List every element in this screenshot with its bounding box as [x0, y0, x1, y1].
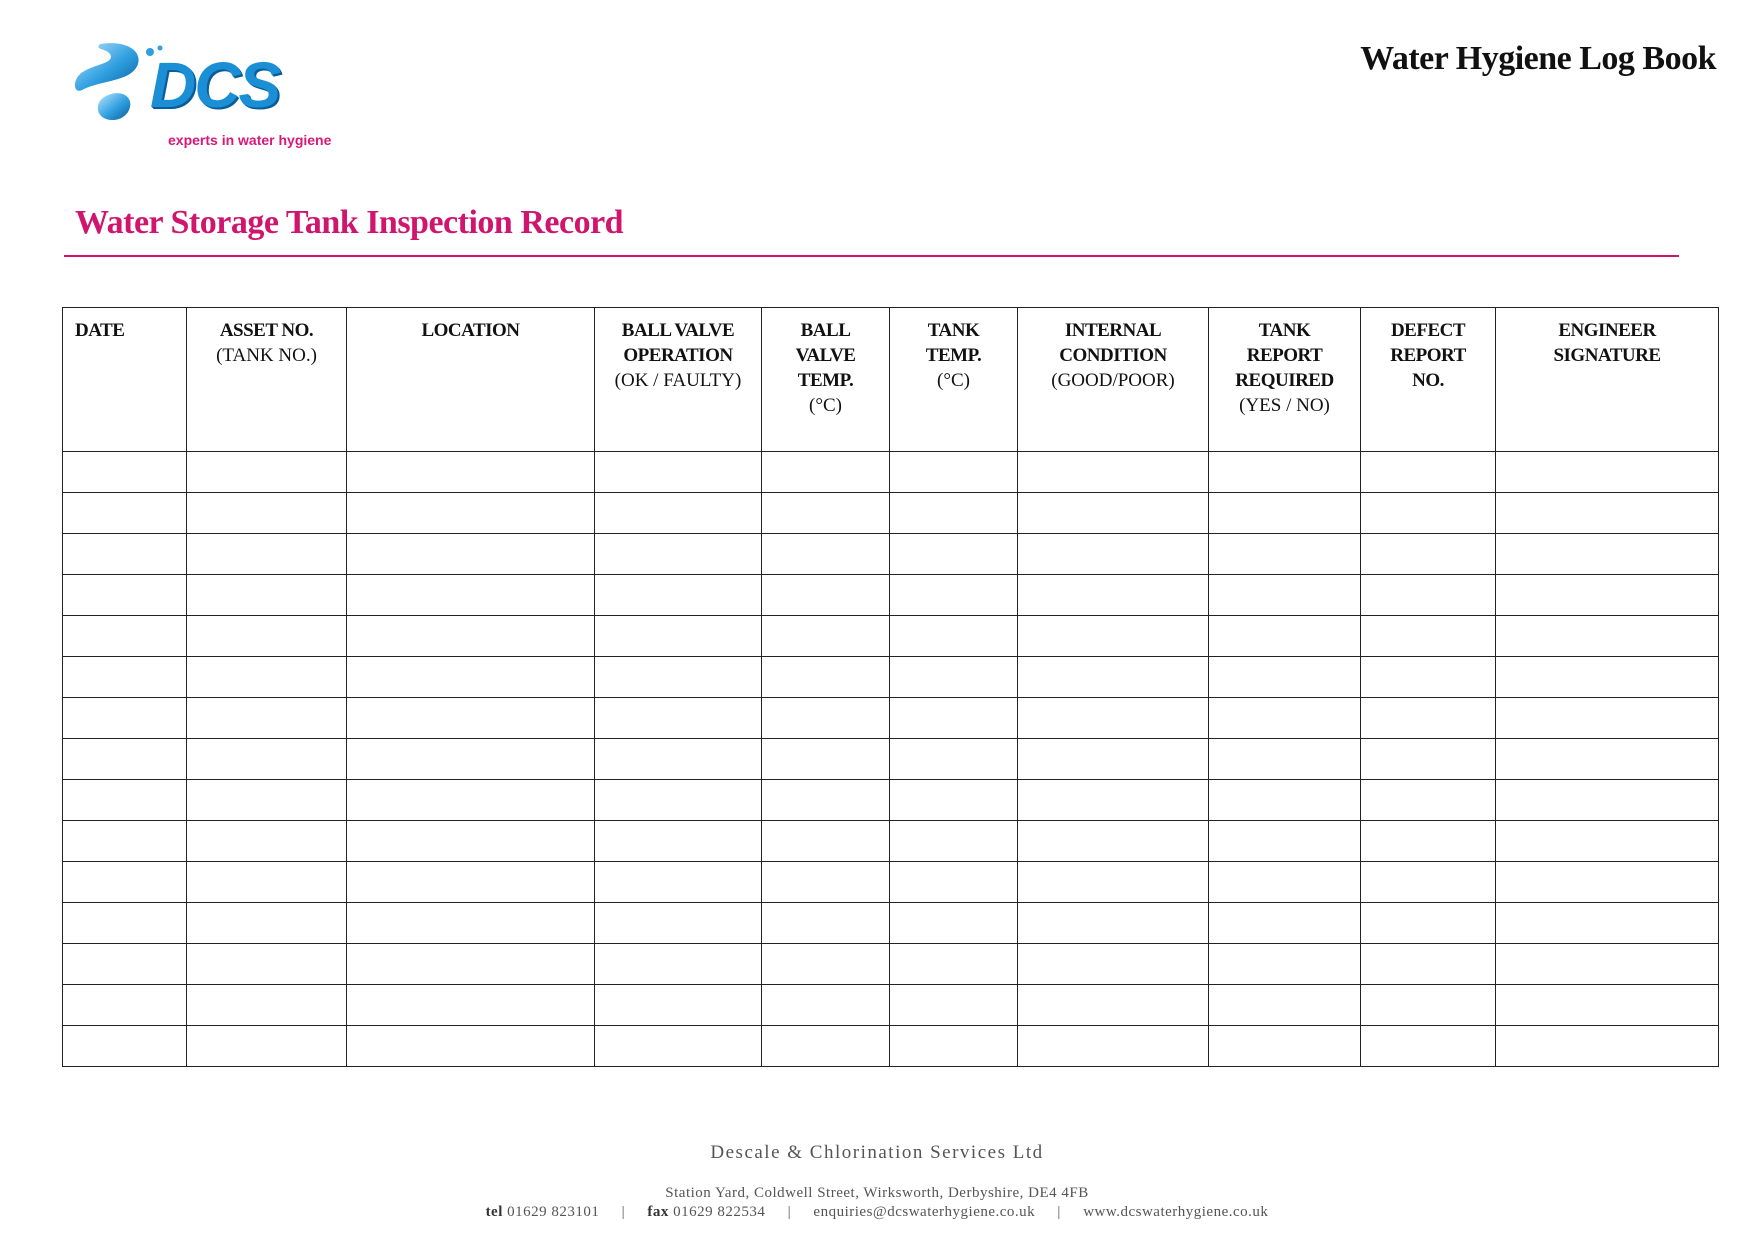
- entry-cell-defect[interactable]: [1361, 698, 1496, 739]
- entry-cell-ballvalve[interactable]: [595, 616, 762, 657]
- entry-cell-report[interactable]: [1209, 493, 1361, 534]
- column-header-label: BALL VALVE: [621, 320, 735, 341]
- entry-cell-defect[interactable]: [1361, 1026, 1496, 1067]
- table-row: [63, 452, 1719, 493]
- entry-cell-location[interactable]: [347, 452, 595, 493]
- column-header-label: ASSET NO.: [219, 320, 314, 341]
- column-header-label: TEMP.: [797, 370, 854, 391]
- entry-cell-asset[interactable]: [187, 616, 347, 657]
- entry-cell-location[interactable]: [347, 821, 595, 862]
- column-header-engineer: [1496, 308, 1719, 452]
- table-row: [63, 903, 1719, 944]
- entry-cell-defect[interactable]: [1361, 493, 1496, 534]
- entry-cell-internal[interactable]: [1018, 493, 1209, 534]
- entry-cell-defect[interactable]: [1361, 616, 1496, 657]
- entry-cell-engineer[interactable]: [1496, 985, 1719, 1026]
- entry-cell-bvtemp[interactable]: [762, 575, 890, 616]
- logo-tagline: experts in water hygiene: [168, 132, 332, 148]
- fax-label: fax: [647, 1204, 669, 1220]
- entry-cell-asset[interactable]: [187, 985, 347, 1026]
- column-header-date: [63, 308, 187, 452]
- entry-cell-bvtemp[interactable]: [762, 862, 890, 903]
- entry-cell-defect[interactable]: [1361, 903, 1496, 944]
- entry-cell-internal[interactable]: [1018, 534, 1209, 575]
- inspection-record-table: [62, 307, 1719, 1067]
- entry-cell-asset[interactable]: [187, 862, 347, 903]
- table-row: [63, 493, 1719, 534]
- table-row: [63, 616, 1719, 657]
- entry-cell-date[interactable]: [63, 1026, 187, 1067]
- column-header-label: REQUIRED: [1235, 370, 1334, 391]
- table-row: [63, 944, 1719, 985]
- entry-cell-internal[interactable]: [1018, 698, 1209, 739]
- table-row: [63, 739, 1719, 780]
- entry-cell-ballvalve[interactable]: [595, 698, 762, 739]
- entry-cell-report[interactable]: [1209, 452, 1361, 493]
- column-header-label: VALVE: [795, 345, 856, 366]
- entry-cell-internal[interactable]: [1018, 821, 1209, 862]
- email-link[interactable]: enquiries@dcswaterhygiene.co.uk: [813, 1204, 1036, 1220]
- entry-cell-location[interactable]: [347, 780, 595, 821]
- entry-cell-location[interactable]: [347, 698, 595, 739]
- tel-number: 01629 823101: [507, 1204, 600, 1220]
- column-header-defect: [1361, 308, 1496, 452]
- entry-cell-internal[interactable]: [1018, 657, 1209, 698]
- entry-cell-bvtemp[interactable]: [762, 780, 890, 821]
- entry-cell-asset[interactable]: [187, 575, 347, 616]
- column-header-label: INTERNAL: [1064, 320, 1162, 341]
- column-header-label: ENGINEER: [1558, 320, 1656, 341]
- entry-cell-bvtemp[interactable]: [762, 1026, 890, 1067]
- entry-cell-ballvalve[interactable]: [595, 657, 762, 698]
- entry-cell-engineer[interactable]: [1496, 493, 1719, 534]
- fax-number: 01629 822534: [673, 1204, 766, 1220]
- entry-cell-report[interactable]: [1209, 780, 1361, 821]
- entry-cell-asset[interactable]: [187, 739, 347, 780]
- entry-cell-ballvalve[interactable]: [595, 985, 762, 1026]
- column-header-label: BALL: [800, 320, 851, 341]
- entry-cell-asset[interactable]: [187, 780, 347, 821]
- entry-cell-report[interactable]: [1209, 944, 1361, 985]
- entry-cell-ballvalve[interactable]: [595, 493, 762, 534]
- table-row: [63, 985, 1719, 1026]
- entry-cell-bvtemp[interactable]: [762, 616, 890, 657]
- entry-cell-tanktemp[interactable]: [890, 493, 1018, 534]
- entry-cell-bvtemp[interactable]: [762, 698, 890, 739]
- entry-cell-location[interactable]: [347, 985, 595, 1026]
- column-header-ballvalve: [595, 308, 762, 452]
- column-header-report: [1209, 308, 1361, 452]
- entry-cell-ballvalve[interactable]: [595, 1026, 762, 1067]
- entry-cell-bvtemp[interactable]: [762, 452, 890, 493]
- entry-cell-location[interactable]: [347, 739, 595, 780]
- entry-cell-report[interactable]: [1209, 903, 1361, 944]
- column-header-label: DATE: [75, 320, 125, 341]
- entry-cell-report[interactable]: [1209, 985, 1361, 1026]
- entry-cell-defect[interactable]: [1361, 657, 1496, 698]
- entry-cell-location[interactable]: [347, 616, 595, 657]
- entry-cell-location[interactable]: [347, 1026, 595, 1067]
- entry-cell-internal[interactable]: [1018, 452, 1209, 493]
- entry-cell-location[interactable]: [347, 657, 595, 698]
- entry-cell-asset[interactable]: [187, 1026, 347, 1067]
- entry-cell-internal[interactable]: [1018, 1026, 1209, 1067]
- entry-cell-internal[interactable]: [1018, 862, 1209, 903]
- entry-cell-defect[interactable]: [1361, 780, 1496, 821]
- entry-cell-engineer[interactable]: [1496, 944, 1719, 985]
- entry-cell-internal[interactable]: [1018, 903, 1209, 944]
- entry-cell-tanktemp[interactable]: [890, 698, 1018, 739]
- entry-cell-internal[interactable]: [1018, 739, 1209, 780]
- entry-cell-bvtemp[interactable]: [762, 493, 890, 534]
- separator: |: [1057, 1204, 1061, 1220]
- footer-company-name: Descale & Chlorination Services Ltd: [710, 1142, 1044, 1163]
- footer-contacts: [0, 1204, 1754, 1221]
- entry-cell-asset[interactable]: [187, 452, 347, 493]
- entry-cell-bvtemp[interactable]: [762, 821, 890, 862]
- website-link[interactable]: www.dcswaterhygiene.co.uk: [1083, 1204, 1269, 1220]
- entry-cell-report[interactable]: [1209, 1026, 1361, 1067]
- entry-cell-defect[interactable]: [1361, 534, 1496, 575]
- entry-cell-bvtemp[interactable]: [762, 903, 890, 944]
- entry-cell-engineer[interactable]: [1496, 821, 1719, 862]
- entry-cell-tanktemp[interactable]: [890, 821, 1018, 862]
- table-row: [63, 821, 1719, 862]
- entry-cell-internal[interactable]: [1018, 616, 1209, 657]
- entry-cell-date[interactable]: [63, 821, 187, 862]
- entry-cell-report[interactable]: [1209, 534, 1361, 575]
- entry-cell-tanktemp[interactable]: [890, 903, 1018, 944]
- entry-cell-bvtemp[interactable]: [762, 534, 890, 575]
- entry-cell-date[interactable]: [63, 534, 187, 575]
- entry-cell-location[interactable]: [347, 862, 595, 903]
- entry-cell-report[interactable]: [1209, 575, 1361, 616]
- logo-wordmark: DCS: [150, 49, 280, 121]
- entry-cell-ballvalve[interactable]: [595, 534, 762, 575]
- entry-cell-engineer[interactable]: [1496, 780, 1719, 821]
- column-header-label: SIGNATURE: [1553, 345, 1661, 366]
- column-header-asset: [187, 308, 347, 452]
- column-header-label: REPORT: [1246, 345, 1323, 366]
- entry-cell-report[interactable]: [1209, 657, 1361, 698]
- entry-cell-bvtemp[interactable]: [762, 985, 890, 1026]
- tel-label: tel: [485, 1204, 503, 1220]
- column-header-sublabel: (TANK NO.): [216, 345, 317, 366]
- table-row: [63, 698, 1719, 739]
- entry-cell-report[interactable]: [1209, 616, 1361, 657]
- entry-cell-tanktemp[interactable]: [890, 1026, 1018, 1067]
- entry-cell-engineer[interactable]: [1496, 657, 1719, 698]
- entry-cell-internal[interactable]: [1018, 780, 1209, 821]
- entry-cell-bvtemp[interactable]: [762, 944, 890, 985]
- entry-cell-date[interactable]: [63, 780, 187, 821]
- entry-cell-bvtemp[interactable]: [762, 739, 890, 780]
- entry-cell-location[interactable]: [347, 534, 595, 575]
- column-header-sublabel: (°C): [937, 370, 970, 391]
- table-row: [63, 1026, 1719, 1067]
- table-header-row: [63, 308, 1719, 452]
- dcs-logo: [70, 38, 360, 158]
- entry-cell-defect[interactable]: [1361, 985, 1496, 1026]
- entry-cell-tanktemp[interactable]: [890, 657, 1018, 698]
- column-header-sublabel: (GOOD/POOR): [1051, 370, 1175, 391]
- entry-cell-tanktemp[interactable]: [890, 739, 1018, 780]
- entry-cell-date[interactable]: [63, 575, 187, 616]
- entry-cell-report[interactable]: [1209, 739, 1361, 780]
- entry-cell-report[interactable]: [1209, 698, 1361, 739]
- column-header-bvtemp: [762, 308, 890, 452]
- entry-cell-location[interactable]: [347, 903, 595, 944]
- column-header-label: TANK: [1258, 320, 1311, 341]
- title-divider: [64, 255, 1679, 257]
- entry-cell-tanktemp[interactable]: [890, 862, 1018, 903]
- column-header-tanktemp: [890, 308, 1018, 452]
- column-header-label: REPORT: [1390, 345, 1466, 366]
- entry-cell-asset[interactable]: [187, 493, 347, 534]
- entry-cell-tanktemp[interactable]: [890, 534, 1018, 575]
- entry-cell-date[interactable]: [63, 903, 187, 944]
- entry-cell-date[interactable]: [63, 739, 187, 780]
- table-row: [63, 780, 1719, 821]
- column-header-internal: [1018, 308, 1209, 452]
- entry-cell-ballvalve[interactable]: [595, 944, 762, 985]
- entry-cell-asset[interactable]: [187, 903, 347, 944]
- entry-cell-bvtemp[interactable]: [762, 657, 890, 698]
- entry-cell-asset[interactable]: [187, 821, 347, 862]
- entry-cell-ballvalve[interactable]: [595, 903, 762, 944]
- column-header-sublabel: (YES / NO): [1239, 395, 1330, 416]
- entry-cell-defect[interactable]: [1361, 821, 1496, 862]
- log-book-title: Water Hygiene Log Book: [1360, 40, 1716, 77]
- entry-cell-internal[interactable]: [1018, 985, 1209, 1026]
- column-header-label: DEFECT: [1390, 320, 1466, 341]
- entry-cell-date[interactable]: [63, 698, 187, 739]
- column-header-label: OPERATION: [623, 345, 733, 366]
- entry-cell-date[interactable]: [63, 452, 187, 493]
- column-header-label: NO.: [1412, 370, 1444, 391]
- entry-cell-engineer[interactable]: [1496, 698, 1719, 739]
- column-header-label: CONDITION: [1059, 345, 1167, 366]
- entry-cell-ballvalve[interactable]: [595, 739, 762, 780]
- entry-cell-report[interactable]: [1209, 862, 1361, 903]
- table-body: [63, 452, 1719, 1067]
- entry-cell-ballvalve[interactable]: [595, 575, 762, 616]
- table-row: [63, 534, 1719, 575]
- column-header-sublabel: (°C): [809, 395, 842, 416]
- entry-cell-defect[interactable]: [1361, 862, 1496, 903]
- entry-cell-tanktemp[interactable]: [890, 944, 1018, 985]
- entry-cell-internal[interactable]: [1018, 575, 1209, 616]
- entry-cell-asset[interactable]: [187, 698, 347, 739]
- entry-cell-defect[interactable]: [1361, 739, 1496, 780]
- entry-cell-ballvalve[interactable]: [595, 452, 762, 493]
- entry-cell-date[interactable]: [63, 985, 187, 1026]
- entry-cell-tanktemp[interactable]: [890, 780, 1018, 821]
- entry-cell-engineer[interactable]: [1496, 903, 1719, 944]
- column-header-label: TEMP.: [925, 345, 982, 366]
- column-header-label: LOCATION: [421, 320, 520, 341]
- entry-cell-ballvalve[interactable]: [595, 821, 762, 862]
- table-row: [63, 575, 1719, 616]
- entry-cell-tanktemp[interactable]: [890, 575, 1018, 616]
- page-title: Water Storage Tank Inspection Record: [75, 204, 624, 241]
- column-header-label: TANK: [927, 320, 980, 341]
- entry-cell-report[interactable]: [1209, 821, 1361, 862]
- entry-cell-ballvalve[interactable]: [595, 780, 762, 821]
- entry-cell-engineer[interactable]: [1496, 739, 1719, 780]
- entry-cell-date[interactable]: [63, 657, 187, 698]
- table-row: [63, 657, 1719, 698]
- entry-cell-date[interactable]: [63, 862, 187, 903]
- entry-cell-date[interactable]: [63, 944, 187, 985]
- entry-cell-engineer[interactable]: [1496, 452, 1719, 493]
- separator: |: [787, 1204, 792, 1220]
- entry-cell-asset[interactable]: [187, 534, 347, 575]
- entry-cell-defect[interactable]: [1361, 452, 1496, 493]
- entry-cell-defect[interactable]: [1361, 944, 1496, 985]
- entry-cell-engineer[interactable]: [1496, 862, 1719, 903]
- entry-cell-engineer[interactable]: [1496, 616, 1719, 657]
- entry-cell-engineer[interactable]: [1496, 534, 1719, 575]
- entry-cell-asset[interactable]: [187, 657, 347, 698]
- table-row: [63, 862, 1719, 903]
- entry-cell-tanktemp[interactable]: [890, 452, 1018, 493]
- separator: |: [621, 1204, 626, 1220]
- entry-cell-location[interactable]: [347, 944, 595, 985]
- entry-cell-location[interactable]: [347, 575, 595, 616]
- entry-cell-engineer[interactable]: [1496, 1026, 1719, 1067]
- entry-cell-tanktemp[interactable]: [890, 985, 1018, 1026]
- column-header-location: [347, 308, 595, 452]
- entry-cell-date[interactable]: [63, 616, 187, 657]
- entry-cell-ballvalve[interactable]: [595, 862, 762, 903]
- entry-cell-defect[interactable]: [1361, 575, 1496, 616]
- entry-cell-tanktemp[interactable]: [890, 616, 1018, 657]
- entry-cell-engineer[interactable]: [1496, 575, 1719, 616]
- entry-cell-date[interactable]: [63, 493, 187, 534]
- column-header-sublabel: (OK / FAULTY): [614, 370, 742, 391]
- footer-address: Station Yard, Coldwell Street, Wirksworth, Derbyshire, DE4 4FB: [665, 1185, 1089, 1201]
- entry-cell-location[interactable]: [347, 493, 595, 534]
- entry-cell-asset[interactable]: [187, 944, 347, 985]
- entry-cell-internal[interactable]: [1018, 944, 1209, 985]
